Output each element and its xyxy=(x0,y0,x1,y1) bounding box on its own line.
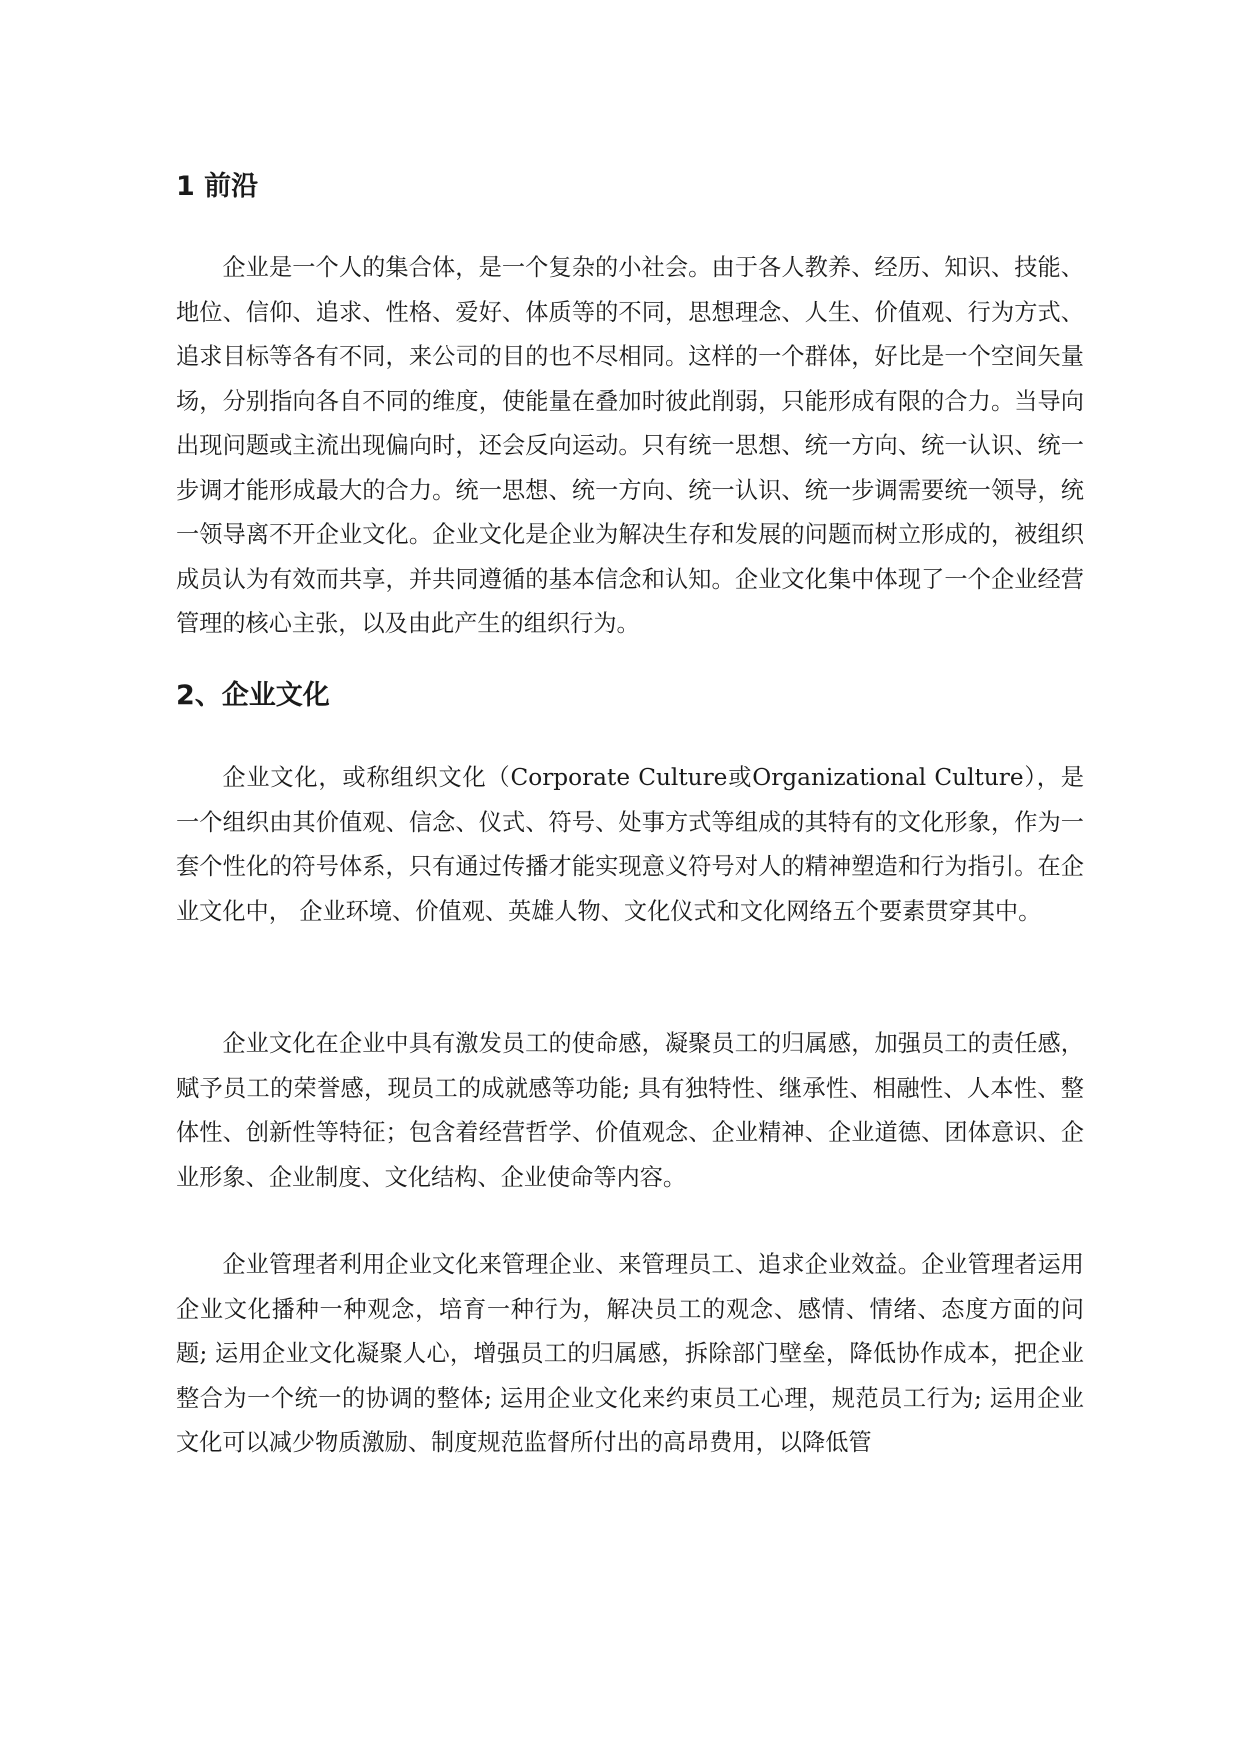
section-1-paragraph: 企业是一个人的集合体，是一个复杂的小社会。由于各人教养、经历、知识、技能、地位、信仰、追求、性格、爱好、体质等的不同，思想理念、人生、价值观、行为方式、追求目标等各有不同，来公司的目的也不尽相同。这样的一个群体，好比是一个空间矢量场，分别指向各自不同的维度，使能量在叠加时彼此削弱，只能形成有限的合力。当导向出现问题或主流出现偏向时，还会反向运动。只有统一思想、统一方向、统一认识、统一步调才能形成最大的合力。统一思想、统一方向、统一认识、统一步调需要统一领导，统一领导离不开企业文化。企业文化是企业为解决生存和发展的问题而树立形成的，被组织成员认为有效而共享，并共同遵循的基本信念和认知。企业文化集中体现了一个企业经营管理的核心主张，以及由此产生的组织行为。 xyxy=(176,254,1084,637)
section-2-paragraph-3: 企业管理者利用企业文化来管理企业、来管理员工、追求企业效益。企业管理者运用企业文化播种一种观念，培育一种行为，解决员工的观念、感情、情绪、态度方面的问题; 运用企业文化凝聚人心，增强员工的归属感，拆除部门壁垒，降低协作成本，把企业整合为一个统一的协调的整体; 运用企业文化来约束员工心理，规范员工行为; 运用企业文化可以减少物质激励、制度规范监督所付出的高昂费用，以降低管 xyxy=(176,1251,1084,1456)
section-2-paragraph-1: 企业文化，或称组织文化（Corporate Culture或Organizational Culture），是一个组织由其价值观、信念、仪式、符号、处事方式等组成的其特有的文化形象，作为一套个性化的符号体系，只有通过传播才能实现意义符号对人的精神塑造和行为指引。在企业文化中， 企业环境、价值观、英雄人物、文化仪式和文化网络五个要素贯穿其中。 xyxy=(176,764,1084,925)
section-2-paragraph-2: 企业文化在企业中具有激发员工的使命感，凝聚员工的归属感，加强员工的责任感，赋予员工的荣誉感，现员工的成就感等功能; 具有独特性、继承性、相融性、人本性、整体性、创新性等特征；包含着经营哲学、价值观念、企业精神、企业道德、团体意识、企业形象、企业制度、文化结构、企业使命等内容。 xyxy=(176,1030,1084,1191)
section-2-heading: 2、企业文化 xyxy=(176,680,330,711)
section-1-heading: 1 前沿 xyxy=(176,171,259,202)
